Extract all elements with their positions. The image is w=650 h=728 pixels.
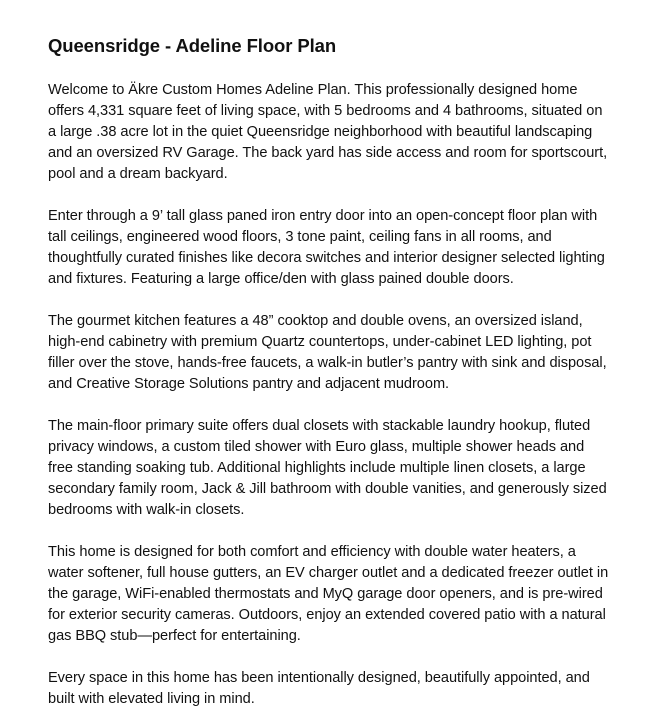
document-body <box>48 80 610 710</box>
paragraph-intro: Welcome to Äkre Custom Homes Adeline Plan. This professionally designed home offers 4,331 square feet of living space, with 5 bedrooms and 4 bathrooms, situated on a large .38 acre lot in the quiet Queensridge neighborhood with beautiful landscaping and an oversized RV Garage. The back yard has side access and room for sportscourt, pool and a dream backyard. <box>48 82 608 182</box>
paragraph-primary-suite: The main-floor primary suite offers dual closets with stackable laundry hookup, fluted privacy windows, a custom tiled shower with Euro glass, multiple shower heads and free standing soaking tub. Additional highlights include multiple linen closets, a large secondary family room, Jack & Jill bathroom with double vanities, and generously sized bedrooms with walk-in closets. <box>48 418 607 518</box>
page-title: Queensridge - Adeline Floor Plan <box>48 35 337 56</box>
paragraph-kitchen: The gourmet kitchen features a 48” cooktop and double ovens, an oversized island, high-end cabinetry with premium Quartz countertops, under-cabinet LED lighting, pot filler over the stove, hands-free faucets, a walk-in butler’s pantry with sink and disposal, and Creative Storage Solutions pantry and adjacent mudroom. <box>48 313 607 392</box>
paragraph-efficiency: This home is designed for both comfort and efficiency with double water heaters, a water softener, full house gutters, an EV charger outlet and a dedicated freezer outlet in the garage, WiFi-enabled thermostats and MyQ garage door openers, and is pre-wired for exterior security cameras. Outdoors, enjoy an extended covered patio with a natural gas BBQ stub—perfect for entertaining. <box>48 544 609 644</box>
paragraph-closing: Every space in this home has been intentionally designed, beautifully appointed, and built with elevated living in mind. <box>48 670 590 707</box>
paragraph-entry: Enter through a 9’ tall glass paned iron entry door into an open-concept floor plan with tall ceilings, engineered wood floors, 3 tone paint, ceiling fans in all rooms, and thoughtfully curated finishes like decora switches and interior designer selected lighting and fixtures. Featuring a large office/den with glass pained double doors. <box>48 208 605 287</box>
